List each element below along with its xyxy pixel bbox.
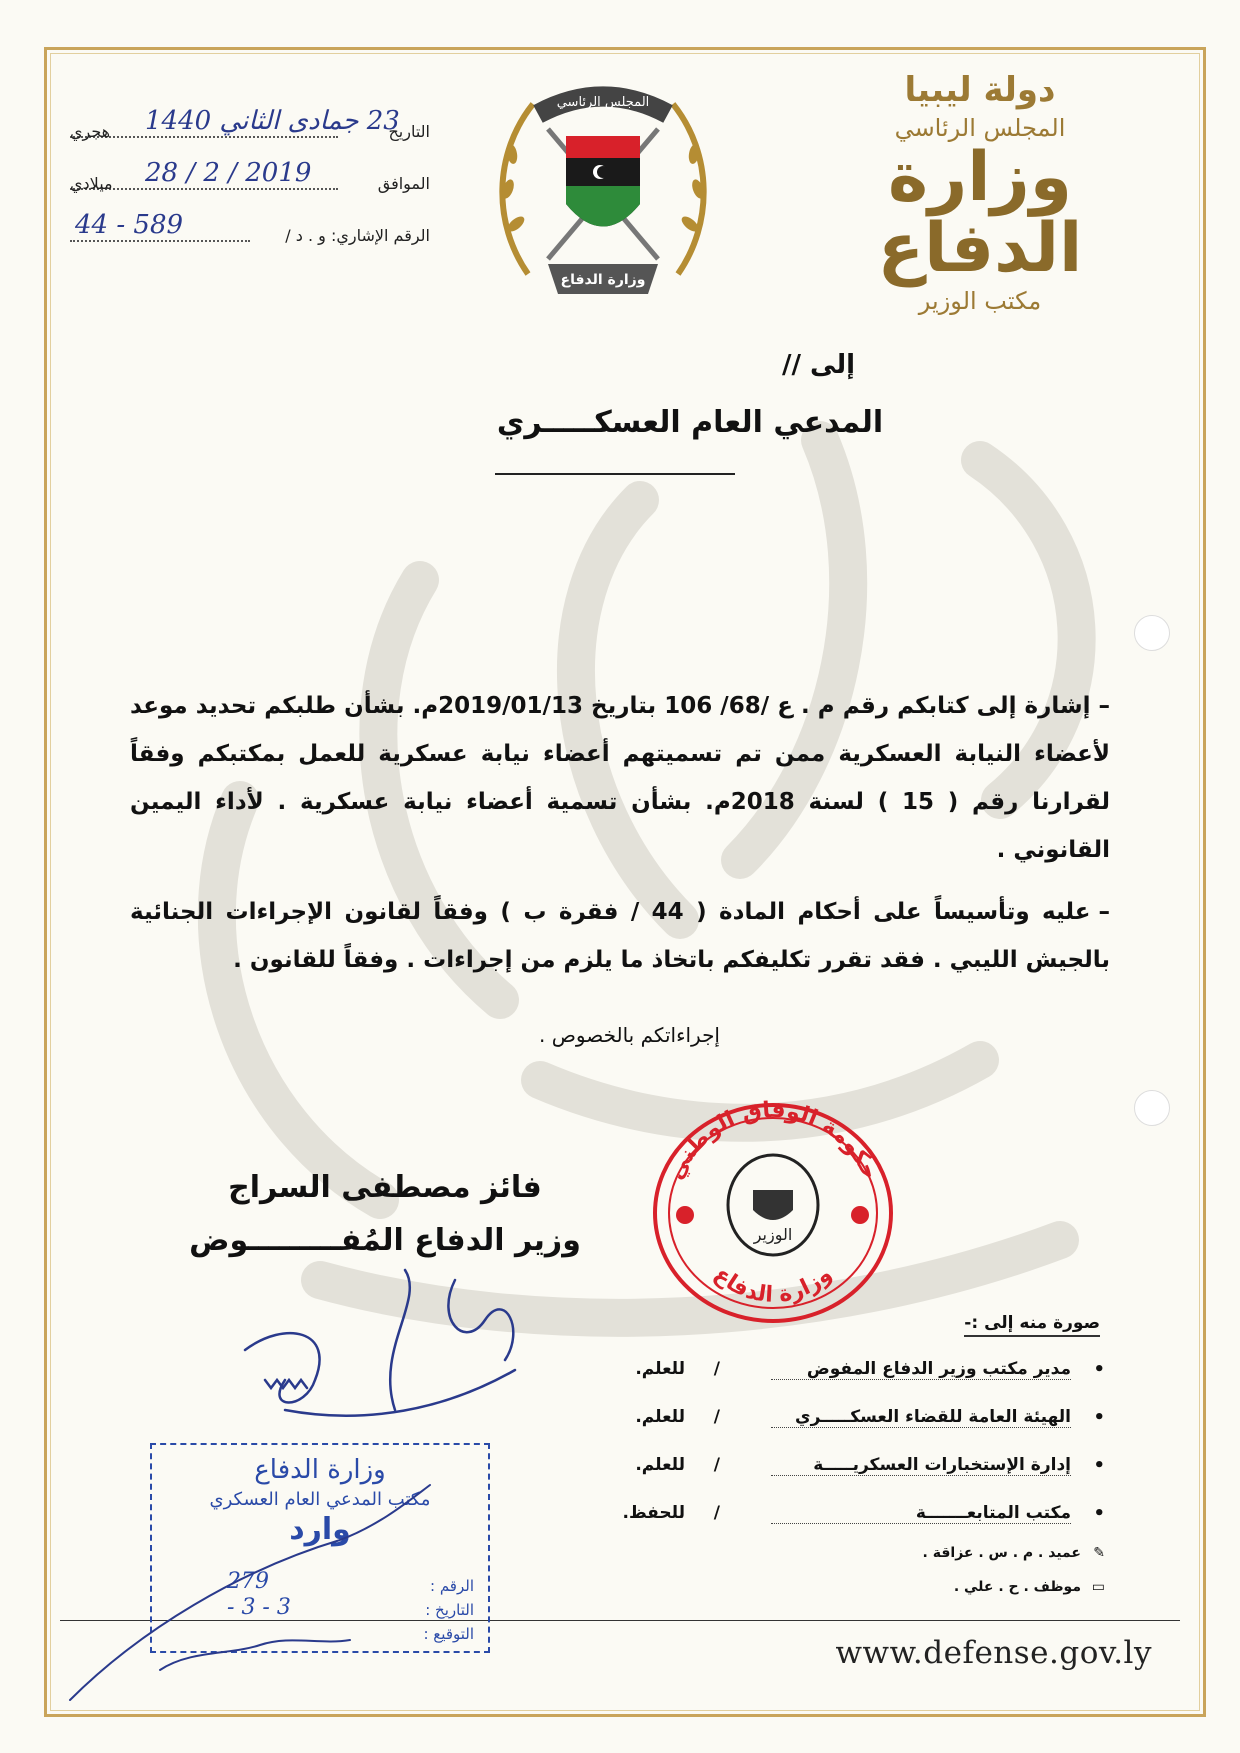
cc-separator: / xyxy=(713,1359,720,1379)
gregorian-date-handwritten: 2019 / 2 / 28 xyxy=(145,158,312,188)
emblem-top-text: المجلس الرئاسي xyxy=(556,95,650,110)
svg-text:حكومة الوفاق الوطني xyxy=(663,1098,882,1184)
hijri-date-handwritten: 23 جمادى الثاني 1440 xyxy=(145,106,400,136)
office-name: مكتب الوزير xyxy=(918,286,1042,315)
cc-list xyxy=(485,1355,1105,1547)
ministry-emblem xyxy=(488,74,718,314)
punch-hole-top xyxy=(1134,615,1170,651)
svg-text:وزارة الدفاع xyxy=(709,1262,837,1308)
signatory-block xyxy=(170,1170,600,1258)
cc-recipient: مدير مكتب وزير الدفاع المفوض xyxy=(771,1359,1071,1380)
blue-stamp-date-label: التاريخ : xyxy=(425,1601,474,1619)
cc-separator: / xyxy=(713,1455,720,1475)
recipient: المدعي العام العسكـــــري xyxy=(496,405,884,440)
state-name: دولة ليبيا xyxy=(904,70,1056,110)
body-paragraph-2 xyxy=(130,888,1110,984)
cc-title: صورة منه إلى :- xyxy=(964,1313,1100,1337)
staff-row xyxy=(805,1579,1105,1613)
hijri-date-row xyxy=(70,108,430,160)
paragraph-1-text: إشارة إلى كتابكم رقم م . ع /68/ 106 بتاريخ 2019/01/13م. بشأن طلبكم تحديد موعد لأعضاء النيابة العسكرية ممن تم تسميتهم أعضاء نيابة عسكرية للعمل بمكتبكم وفقاً لقرارنا رقم ( 15 ) لسنة 2018م. بشأن تسمية أعضاء نيابة عسكرية . لأداء اليمين القانوني . xyxy=(130,693,1111,863)
staff-row xyxy=(805,1545,1105,1579)
blue-stamp-number-label: الرقم : xyxy=(430,1577,474,1595)
official-red-stamp xyxy=(645,1095,900,1325)
blue-stamp-incoming: وارد xyxy=(289,1512,351,1547)
cc-item xyxy=(485,1355,1105,1403)
gregorian-unit: ميلادي xyxy=(70,174,113,193)
blue-stamp-number-value: 279 xyxy=(227,1569,269,1594)
reference-label: الرقم الإشاري: و . د / xyxy=(285,226,430,245)
bullet-icon: • xyxy=(1093,1359,1105,1380)
emblem-bottom-text: وزارة الدفاع xyxy=(560,272,646,288)
bullet-icon: • xyxy=(1093,1503,1105,1524)
pen-icon: ✎ xyxy=(1093,1545,1105,1561)
blue-stamp-office: مكتب المدعي العام العسكري xyxy=(209,1489,431,1510)
cc-separator: / xyxy=(713,1503,720,1523)
cc-purpose: للعلم. xyxy=(635,1455,685,1475)
council-name: المجلس الرئاسي xyxy=(894,114,1066,142)
reference-row xyxy=(70,212,430,264)
cc-purpose: للحفظ. xyxy=(622,1503,685,1523)
cc-recipient: الهيئة العامة للقضاء العسكـــــري xyxy=(771,1407,1071,1428)
reference-handwritten: 589 - 44 xyxy=(75,210,184,240)
document-meta xyxy=(70,108,430,264)
letter-body xyxy=(130,682,1110,998)
stamp-inner-text: الوزير xyxy=(753,1225,793,1244)
signatory-title: وزير الدفاع المُفـــــــــوض xyxy=(189,1223,581,1258)
cc-item xyxy=(485,1403,1105,1451)
letterhead xyxy=(830,70,1130,315)
to-label: إلى // xyxy=(781,350,855,380)
blue-stamp-sign-label: التوقيع : xyxy=(423,1625,474,1643)
date-label: التاريخ xyxy=(388,122,430,141)
body-paragraph-1 xyxy=(130,682,1110,874)
gregorian-date-row xyxy=(70,160,430,212)
footer-website: www.defense.gov.ly xyxy=(835,1635,1152,1671)
staff-initials xyxy=(805,1545,1105,1613)
bullet-icon: • xyxy=(1093,1455,1105,1476)
blue-stamp-ministry: وزارة الدفاع xyxy=(254,1455,386,1485)
computer-icon: ▭ xyxy=(1091,1579,1105,1595)
hijri-unit: هجري xyxy=(70,122,111,141)
corresponding-label: الموافق xyxy=(377,174,430,193)
cc-item xyxy=(485,1499,1105,1547)
cc-purpose: للعلم. xyxy=(635,1407,685,1427)
paragraph-dash: – xyxy=(1098,899,1110,925)
paragraph-2-text: عليه وتأسيساً على أحكام المادة ( 44 / فقرة ب ) وفقاً لقانون الإجراءات الجنائية بالجيش الليبي . فقد تقرر تكليفكم باتخاذ ما يلزم من إجراءات . وفقاً للقانون . xyxy=(130,899,1110,973)
cc-recipient: إدارة الإستخبارات العسكريـــــة xyxy=(771,1455,1071,1476)
ministry-name: وزارة الدفاع xyxy=(877,138,1083,289)
blue-stamp-date-value: 3 - 3 - xyxy=(227,1595,291,1620)
cc-item xyxy=(485,1451,1105,1499)
closing-line: إجراءاتكم بالخصوص . xyxy=(539,1023,720,1047)
stamp-outer-text: حكومة الوفاق الوطني xyxy=(663,1097,883,1184)
bullet-icon: • xyxy=(1093,1407,1105,1428)
recipient-underline xyxy=(495,473,735,475)
cc-recipient: مكتب المتابعـــــــة xyxy=(771,1503,1071,1524)
signatory-name: فائز مصطفى السراج xyxy=(228,1170,542,1205)
staff-line-1: عميد . م . س . عزاقة . xyxy=(922,1545,1081,1561)
paragraph-dash: – xyxy=(1098,693,1110,719)
cc-separator: / xyxy=(713,1407,720,1427)
blue-stamp-scribble xyxy=(60,1480,440,1710)
punch-hole-bottom xyxy=(1134,1090,1170,1126)
stamp-bottom-text: وزارة الدفاع xyxy=(709,1261,837,1308)
cc-purpose: للعلم. xyxy=(635,1359,685,1379)
staff-line-2: موظف . ح . علي . xyxy=(953,1579,1081,1595)
